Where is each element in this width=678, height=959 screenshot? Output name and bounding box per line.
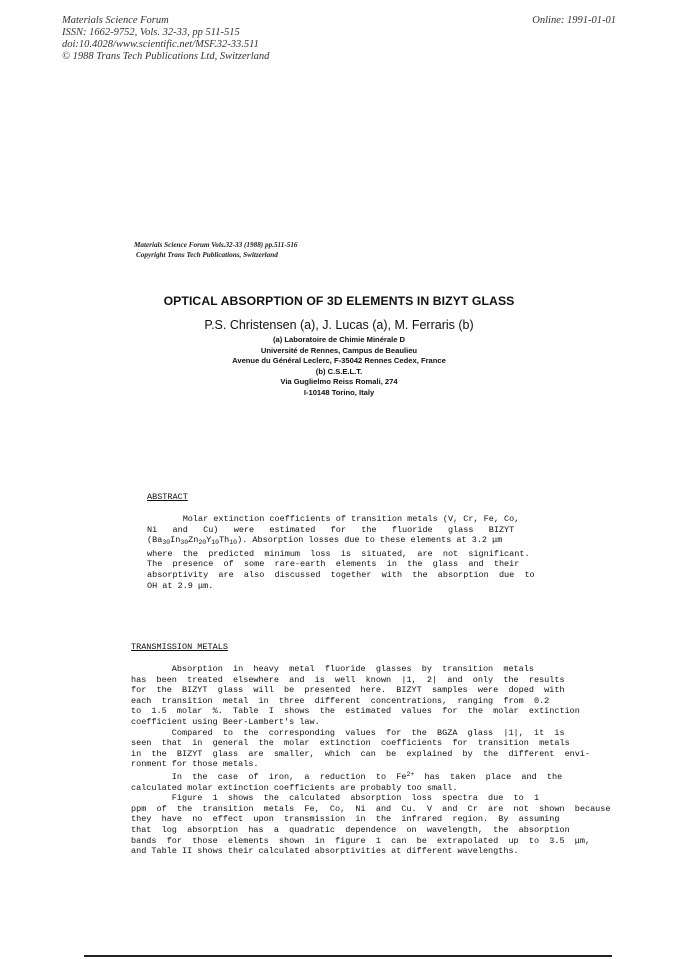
body-line: that log absorption has a quadratic dependence on wavelength, the absorption — [131, 824, 570, 835]
formula-text: ). Absorption losses due to these elements at 3.2 μm — [237, 535, 503, 546]
formula-text: In — [170, 535, 181, 546]
charge-superscript: 2+ — [406, 770, 415, 778]
header-issn: ISSN: 1662-9752, Vols. 32-33, pp 511-515 — [62, 27, 240, 38]
affiliation-line: (a) Laboratoire de Chimie Minérale D — [272, 335, 406, 344]
header-copyright: © 1988 Trans Tech Publications Ltd, Switzerland — [62, 51, 270, 62]
formula-subscript: 10 — [229, 539, 238, 547]
formula-subscript: 20 — [198, 539, 207, 547]
abstract-line: Ni and Cu) were estimated for the fluoride glass BIZYT — [147, 524, 515, 535]
abstract-heading: ABSTRACT — [147, 492, 188, 502]
header-journal: Materials Science Forum — [62, 15, 169, 26]
body-line: each transition metal in three different concentrations, ranging from 0.2 — [131, 695, 550, 706]
body-line: Figure 1 shows the calculated absorption loss spectra due to 1 — [131, 793, 540, 804]
affiliations — [0, 335, 678, 399]
abstract-line: where the predicted minimum loss is situated, are not significant. — [147, 548, 530, 559]
section-body — [131, 664, 611, 857]
body-line: in the BIZYT glass are smaller, which can be explained by the different envi- — [131, 748, 591, 759]
bottom-rule — [84, 955, 612, 957]
paper-title: OPTICAL ABSORPTION OF 3D ELEMENTS IN BIZYT GLASS — [163, 294, 515, 308]
copyright-line: Copyright Trans Tech Publications, Switzerland — [136, 251, 278, 259]
formula-text: (Ba — [147, 535, 163, 546]
authors: P.S. Christensen (a), J. Lucas (a), M. Ferraris (b) — [204, 318, 474, 332]
journal-reference — [134, 240, 298, 260]
body-line: coefficient using Beer-Lambert's law. — [131, 716, 320, 727]
affiliation-line: I-10148 Torino, Italy — [303, 387, 375, 397]
formula-text: Th — [219, 535, 230, 546]
affiliation-line: Université de Rennes, Campus de Beaulieu — [260, 345, 418, 355]
iron-text: In the case of iron, a reduction to Fe — [131, 771, 407, 782]
body-line: to 1.5 molar %. Table I shows the estimated values for the molar extinction — [131, 706, 580, 717]
iron-text: has taken place and the — [414, 771, 563, 782]
body-line: has been treated elsewhere and is well known |1, 2| and only the results — [131, 674, 565, 685]
body-line: for the BIZYT glass will be presented here. BIZYT samples were doped with — [131, 685, 565, 696]
body-line: ronment for those metals. — [131, 759, 259, 770]
body-line: bands for those elements shown in figure 1 can be extrapolated up to 3.5 μm, — [131, 835, 591, 846]
abstract-line: Molar extinction coefficients of transition metals (V, Cr, Fe, Co, — [147, 514, 520, 524]
formula-text: Y — [206, 535, 212, 546]
body-line: calculated molar extinction coefficients are probably too small. — [131, 782, 458, 793]
header-doi[interactable]: doi:10.4028/www.scientific.net/MSF.32-33.511 — [62, 39, 259, 50]
abstract-line: OH at 2.9 μm. — [147, 580, 214, 591]
body-line: Compared to the corresponding values for the BGZA glass |1|, it is — [131, 727, 565, 738]
abstract-line-formula — [147, 535, 551, 549]
body-line: ppm of the transition metals Fe, Co, Ni and Cu. V and Cr are not shown because — [131, 803, 611, 814]
journal-ref-line: Materials Science Forum Vols.32-33 (1988) pp.511-516 — [134, 241, 298, 249]
publication-header — [62, 15, 269, 63]
formula-subscript: 30 — [162, 539, 171, 547]
online-date: Online: 1991-01-01 — [532, 15, 616, 26]
abstract-line: absorptivity are also discussed together with the absorption due to — [147, 569, 535, 580]
affiliation-line: Avenue du Général Leclerc, F-35042 Rennes Cedex, France — [232, 356, 446, 366]
body-line: Absorption in heavy metal fluoride glasses by transition metals — [131, 664, 534, 674]
body-line: and Table II shows their calculated absorptivities at different wavelengths. — [131, 846, 519, 857]
formula-subscript: 30 — [180, 539, 189, 547]
section-heading: TRANSMISSION METALS — [131, 642, 228, 652]
formula-subscript: 10 — [211, 539, 220, 547]
body-line: they have no effect upon transmission in the infrared region. By assuming — [131, 814, 560, 825]
body-line-iron — [131, 770, 568, 783]
affiliation-line: (b) C.S.E.L.T. — [315, 366, 363, 376]
formula-text: Zn — [188, 535, 199, 546]
affiliation-line: Via Guglielmo Reiss Romali, 274 — [280, 377, 398, 387]
abstract-body — [147, 514, 551, 591]
body-line: seen that in general the molar extinction coefficients for transition metals — [131, 738, 570, 749]
abstract-line: The presence of some rare-earth elements in the glass and their — [147, 559, 520, 570]
